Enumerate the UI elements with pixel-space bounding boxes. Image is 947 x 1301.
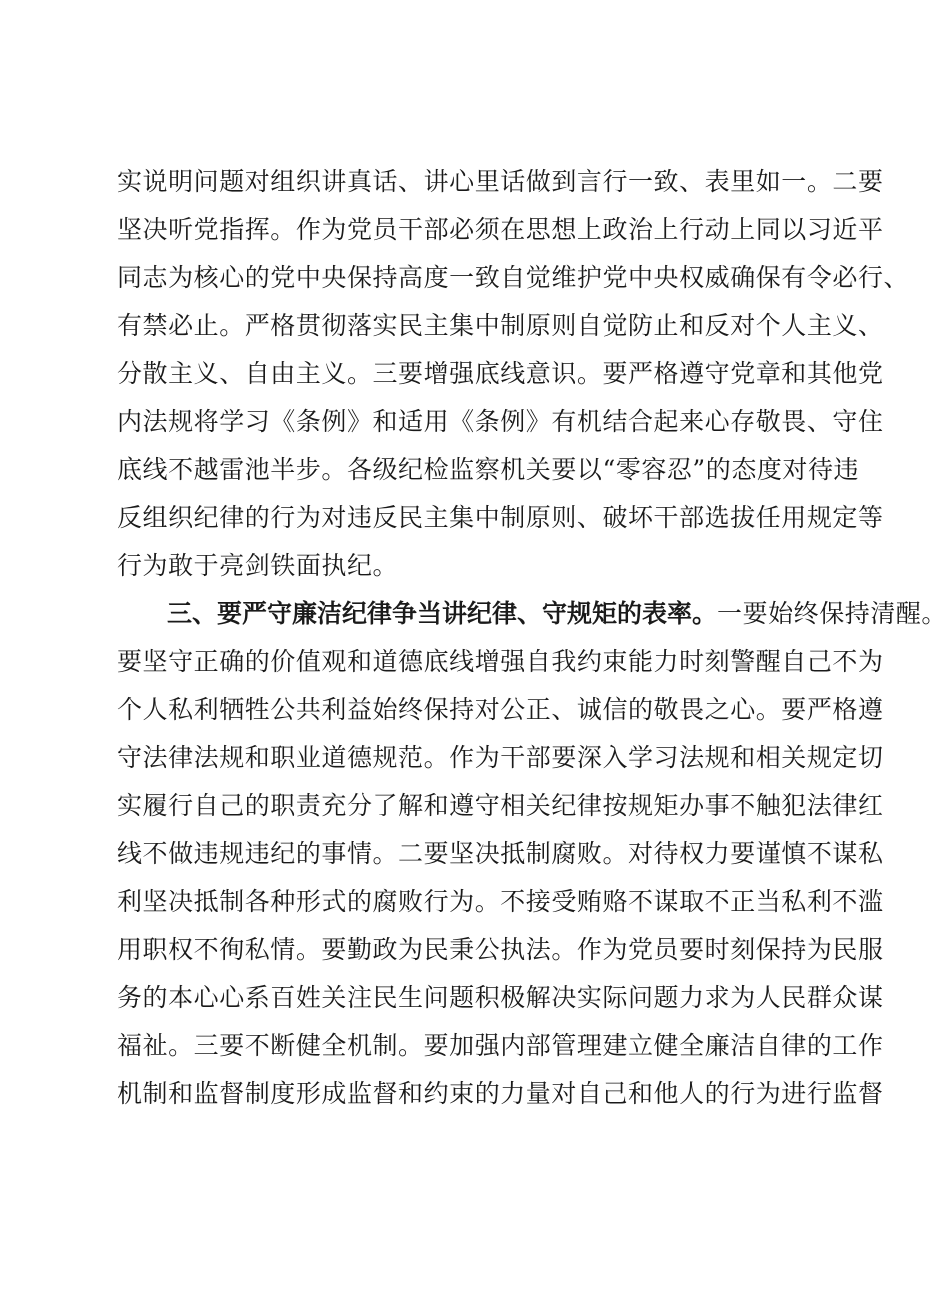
section-3-heading: 三、要严守廉洁纪律争当讲纪律、守规矩的表率。 bbox=[167, 599, 718, 628]
paragraph-line: 反组织纪律的行为对违反民主集中制原则、破坏干部选拔任用规定等 bbox=[117, 503, 884, 532]
section-3-first-line-text: 一要始终保持清醒。 bbox=[717, 599, 947, 628]
paragraph-line: 有禁必止。严格贯彻落实民主集中制原则自觉防止和反对个人主义、 bbox=[117, 311, 884, 340]
paragraph-line: 内法规将学习《条例》和适用《条例》有机结合起来心存敬畏、守住 bbox=[117, 407, 884, 436]
paragraph-line: 实履行自己的职责充分了解和遵守相关纪律按规矩办事不触犯法律红 bbox=[117, 791, 884, 820]
paragraph-line: 分散主义、自由主义。三要增强底线意识。要严格遵守党章和其他党 bbox=[117, 359, 884, 388]
paragraph-line: 福祉。三要不断健全机制。要加强内部管理建立健全廉洁自律的工作 bbox=[117, 1031, 884, 1060]
paragraph-line: 个人私利牺牲公共利益始终保持对公正、诚信的敬畏之心。要严格遵 bbox=[117, 695, 884, 724]
paragraph-line: 底线不越雷池半步。各级纪检监察机关要以“零容忍”的态度对待违 bbox=[117, 455, 860, 484]
paragraph-line: 行为敢于亮剑铁面执纪。 bbox=[117, 551, 399, 580]
paragraph-line: 同志为核心的党中央保持高度一致自觉维护党中央权威确保有令必行、 bbox=[117, 263, 910, 292]
paragraph-line: 务的本心心系百姓关注民生问题积极解决实际问题力求为人民群众谋 bbox=[117, 983, 884, 1012]
section-3-first-line bbox=[167, 594, 947, 634]
paragraph-line: 要坚守正确的价值观和道德底线增强自我约束能力时刻警醒自己不为 bbox=[117, 647, 884, 676]
paragraph-line: 用职权不徇私情。要勤政为民秉公执法。作为党员要时刻保持为民服 bbox=[117, 935, 884, 964]
paragraph-line: 线不做违规违纪的事情。二要坚决抵制腐败。对待权力要谨慎不谋私 bbox=[117, 839, 884, 868]
paragraph-line: 守法律法规和职业道德规范。作为干部要深入学习法规和相关规定切 bbox=[117, 743, 884, 772]
paragraph-line: 利坚决抵制各种形式的腐败行为。不接受贿赂不谋取不正当私利不滥 bbox=[117, 887, 884, 916]
paragraph-line: 机制和监督制度形成监督和约束的力量对自己和他人的行为进行监督 bbox=[117, 1079, 884, 1108]
paragraph-line: 实说明问题对组织讲真话、讲心里话做到言行一致、表里如一。二要 bbox=[117, 167, 884, 196]
paragraph-line: 坚决听党指挥。作为党员干部必须在思想上政治上行动上同以习近平 bbox=[117, 215, 884, 244]
